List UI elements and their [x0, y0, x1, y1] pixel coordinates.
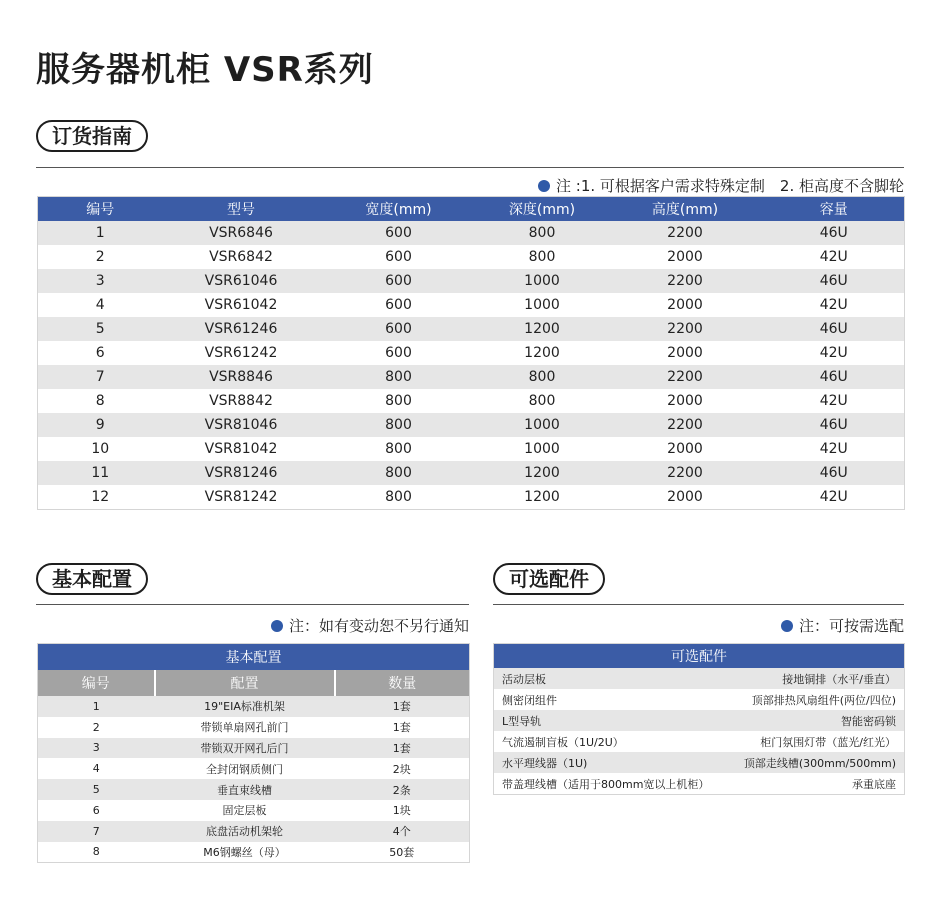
- table-cell: 1200: [478, 341, 607, 365]
- table-cell: 5: [38, 317, 163, 341]
- table-caption: 可选配件: [494, 644, 905, 669]
- table-cell: 46U: [764, 269, 905, 293]
- table-cell: 带锁双开网孔后门: [155, 738, 335, 759]
- table-cell: 1套: [335, 717, 470, 738]
- table-cell: 2条: [335, 779, 470, 800]
- table-cell: 42U: [764, 293, 905, 317]
- table-cell: VSR81242: [163, 485, 320, 510]
- column-header: 数量: [335, 670, 470, 696]
- table-cell: VSR81042: [163, 437, 320, 461]
- table-cell: 800: [320, 437, 478, 461]
- table-cell: 2200: [607, 461, 764, 485]
- table-cell: 1000: [478, 413, 607, 437]
- table-row: [38, 365, 905, 389]
- table-cell: 气流遏制盲板（1U/2U）: [494, 731, 704, 752]
- table-cell: 42U: [764, 245, 905, 269]
- table-cell: 1: [38, 221, 163, 245]
- table-cell: 50套: [335, 842, 470, 863]
- table-cell: 顶部走线槽(300mm/500mm): [704, 752, 905, 773]
- table-row: [494, 689, 905, 710]
- table-cell: 2200: [607, 317, 764, 341]
- table-cell: 1套: [335, 696, 470, 717]
- table-row: [494, 773, 905, 795]
- order-guide-table: [37, 196, 905, 510]
- basic-config-heading: 基本配置: [36, 563, 148, 595]
- table-cell: 6: [38, 341, 163, 365]
- table-cell: 1000: [478, 269, 607, 293]
- table-row: [38, 738, 470, 759]
- column-header: 编号: [38, 670, 155, 696]
- table-cell: 600: [320, 293, 478, 317]
- table-row: [38, 485, 905, 510]
- table-cell: 2000: [607, 389, 764, 413]
- table-cell: 7: [38, 821, 155, 842]
- table-cell: 承重底座: [704, 773, 905, 795]
- table-cell: 2000: [607, 485, 764, 510]
- table-row: [38, 269, 905, 293]
- table-row: [38, 341, 905, 365]
- bullet-dot-icon: [271, 620, 283, 632]
- column-header: 型号: [163, 197, 320, 222]
- table-cell: 底盘活动机架轮: [155, 821, 335, 842]
- table-cell: 2000: [607, 293, 764, 317]
- table-cell: 46U: [764, 365, 905, 389]
- table-cell: 2块: [335, 758, 470, 779]
- table-cell: 12: [38, 485, 163, 510]
- table-cell: VSR61246: [163, 317, 320, 341]
- basic-config-divider: [36, 604, 469, 605]
- table-cell: 2200: [607, 413, 764, 437]
- table-cell: 柜门氛围灯带（蓝光/红光）: [704, 731, 905, 752]
- table-cell: 8: [38, 389, 163, 413]
- optional-accessories-heading: 可选配件: [493, 563, 605, 595]
- table-cell: VSR61042: [163, 293, 320, 317]
- optional-accessories-divider: [493, 604, 904, 605]
- table-row: [494, 731, 905, 752]
- column-header: 高度(mm): [607, 197, 764, 222]
- table-row: [494, 710, 905, 731]
- table-cell: M6钢螺丝（母）: [155, 842, 335, 863]
- table-row: [38, 461, 905, 485]
- table-row: [494, 752, 905, 773]
- bullet-dot-icon: [538, 180, 550, 192]
- order-guide-heading: 订货指南: [36, 120, 148, 152]
- table-cell: 活动层板: [494, 668, 704, 689]
- table-cell: 800: [320, 413, 478, 437]
- table-cell: 6: [38, 800, 155, 821]
- table-cell: 600: [320, 317, 478, 341]
- table-cell: 46U: [764, 461, 905, 485]
- table-cell: 800: [478, 365, 607, 389]
- column-header: 深度(mm): [478, 197, 607, 222]
- table-cell: 固定层板: [155, 800, 335, 821]
- table-cell: 1000: [478, 293, 607, 317]
- table-row: [38, 800, 470, 821]
- table-cell: 46U: [764, 317, 905, 341]
- table-cell: 42U: [764, 341, 905, 365]
- table-cell: L型导轨: [494, 710, 704, 731]
- table-cell: 800: [320, 461, 478, 485]
- table-cell: 800: [478, 245, 607, 269]
- table-cell: 2000: [607, 245, 764, 269]
- table-caption-row: [38, 644, 470, 671]
- table-cell: 10: [38, 437, 163, 461]
- table-cell: 带锁单扇网孔前门: [155, 717, 335, 738]
- table-row: [38, 437, 905, 461]
- table-cell: 全封闭钢质侧门: [155, 758, 335, 779]
- column-header: 容量: [764, 197, 905, 222]
- table-cell: VSR6842: [163, 245, 320, 269]
- basic-config-table: [37, 643, 470, 863]
- order-guide-divider: [36, 167, 904, 168]
- table-header-row: [38, 197, 905, 222]
- table-cell: 1200: [478, 485, 607, 510]
- table-caption: 基本配置: [38, 644, 470, 671]
- table-row: [494, 668, 905, 689]
- table-cell: 2200: [607, 365, 764, 389]
- table-cell: 1200: [478, 317, 607, 341]
- order-guide-note: [538, 175, 904, 196]
- page-title: 服务器机柜 VSR系列: [36, 50, 374, 90]
- column-header: 配置: [155, 670, 335, 696]
- order-guide-note-text: 注 :1. 可根据客户需求特殊定制 2. 柜高度不含脚轮: [556, 177, 904, 195]
- column-header: 编号: [38, 197, 163, 222]
- table-row: [38, 758, 470, 779]
- table-cell: 3: [38, 269, 163, 293]
- table-caption-row: [494, 644, 905, 669]
- table-cell: 19"EIA标准机架: [155, 696, 335, 717]
- table-cell: VSR81046: [163, 413, 320, 437]
- table-cell: 2: [38, 245, 163, 269]
- optional-accessories-table: [493, 643, 905, 795]
- table-row: [38, 389, 905, 413]
- table-cell: 1000: [478, 437, 607, 461]
- table-cell: VSR8846: [163, 365, 320, 389]
- table-row: [38, 821, 470, 842]
- column-header: 宽度(mm): [320, 197, 478, 222]
- table-cell: 11: [38, 461, 163, 485]
- table-cell: 2200: [607, 221, 764, 245]
- table-row: [38, 717, 470, 738]
- table-cell: 600: [320, 245, 478, 269]
- table-cell: 2200: [607, 269, 764, 293]
- table-row: [38, 842, 470, 863]
- table-cell: 8: [38, 842, 155, 863]
- table-cell: 600: [320, 269, 478, 293]
- table-cell: 1块: [335, 800, 470, 821]
- table-cell: 3: [38, 738, 155, 759]
- table-row: [38, 696, 470, 717]
- table-cell: 800: [320, 389, 478, 413]
- table-cell: 4: [38, 293, 163, 317]
- table-cell: 侧密闭组件: [494, 689, 704, 710]
- table-cell: 9: [38, 413, 163, 437]
- table-cell: 600: [320, 341, 478, 365]
- table-row: [38, 413, 905, 437]
- optional-accessories-note: [781, 615, 904, 636]
- table-header-row: [38, 670, 470, 696]
- table-cell: 5: [38, 779, 155, 800]
- table-cell: 2000: [607, 341, 764, 365]
- table-cell: 2: [38, 717, 155, 738]
- table-cell: 带盖理线槽（适用于800mm宽以上机柜）: [494, 773, 704, 795]
- basic-config-note-text: 注：如有变动恕不另行通知: [289, 617, 470, 635]
- table-cell: 7: [38, 365, 163, 389]
- bullet-dot-icon: [781, 620, 793, 632]
- table-cell: 800: [320, 365, 478, 389]
- table-cell: 1: [38, 696, 155, 717]
- table-cell: 智能密码锁: [704, 710, 905, 731]
- table-cell: 4: [38, 758, 155, 779]
- table-cell: VSR61242: [163, 341, 320, 365]
- table-cell: VSR8842: [163, 389, 320, 413]
- table-row: [38, 317, 905, 341]
- table-cell: 水平理线器（1U): [494, 752, 704, 773]
- table-cell: 顶部排热风扇组件(两位/四位): [704, 689, 905, 710]
- table-row: [38, 779, 470, 800]
- table-cell: 800: [478, 221, 607, 245]
- table-cell: 1套: [335, 738, 470, 759]
- table-cell: VSR6846: [163, 221, 320, 245]
- optional-accessories-note-text: 注：可按需选配: [798, 617, 904, 635]
- table-row: [38, 245, 905, 269]
- table-cell: 2000: [607, 437, 764, 461]
- table-cell: 1200: [478, 461, 607, 485]
- table-cell: VSR81246: [163, 461, 320, 485]
- table-cell: 42U: [764, 389, 905, 413]
- table-cell: 46U: [764, 413, 905, 437]
- basic-config-note: [271, 615, 469, 636]
- table-cell: 接地铜排（水平/垂直）: [704, 668, 905, 689]
- table-cell: 42U: [764, 437, 905, 461]
- table-row: [38, 221, 905, 245]
- table-cell: 800: [320, 485, 478, 510]
- table-row: [38, 293, 905, 317]
- table-cell: 垂直束线槽: [155, 779, 335, 800]
- table-cell: VSR61046: [163, 269, 320, 293]
- table-cell: 4个: [335, 821, 470, 842]
- table-cell: 800: [478, 389, 607, 413]
- table-cell: 600: [320, 221, 478, 245]
- table-cell: 46U: [764, 221, 905, 245]
- table-cell: 42U: [764, 485, 905, 510]
